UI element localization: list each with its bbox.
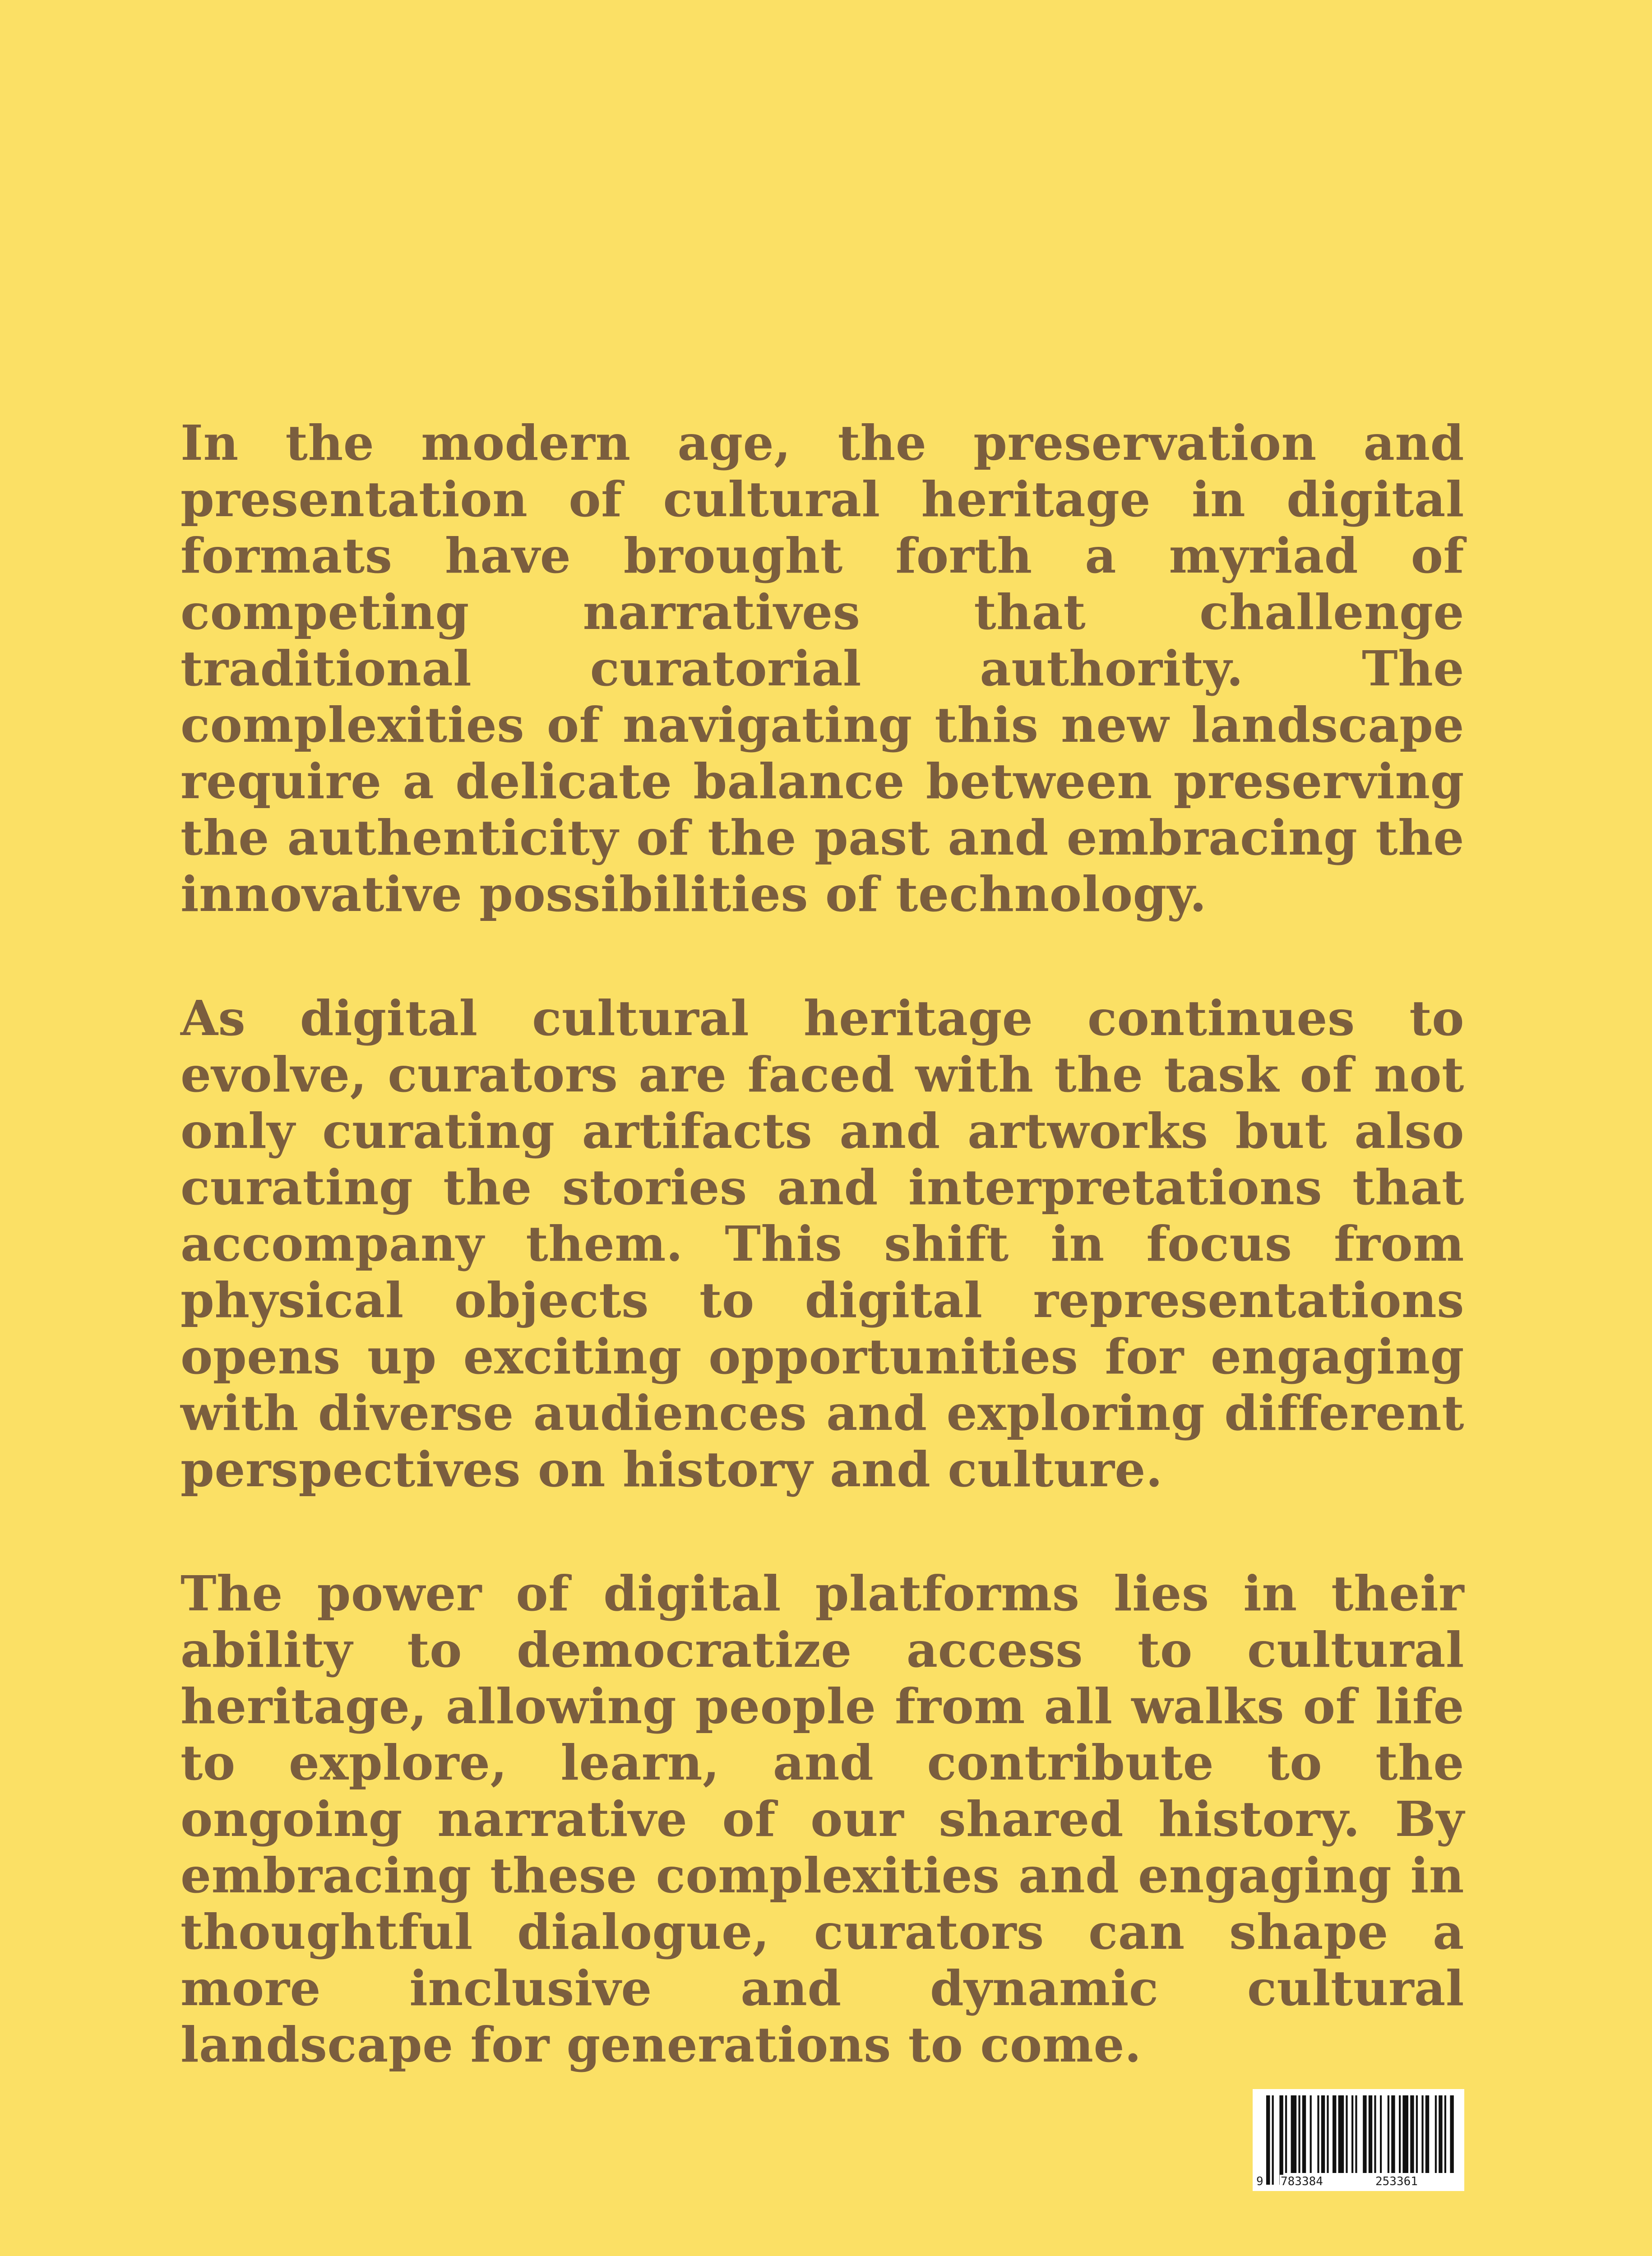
barcode-digits [1253,2175,1464,2188]
barcode-bar [1346,2095,1347,2173]
barcode-bar [1444,2095,1446,2173]
barcode-bar [1450,2095,1453,2173]
barcode-bar [1317,2095,1319,2173]
barcode-bar [1338,2095,1344,2173]
barcode-bar [1439,2095,1442,2173]
blurb-paragraph-1: In the modern age, the preservation and presentation of cultural heritage in digital formats have brought forth a myriad of competing narratives that challenge traditional curatorial authority. The complexities of navigating this new landscape require a delicate balance between preserving the authenticity of the past and embracing the innovative possibilities of technology. [180,415,1464,923]
barcode-bar [1272,2095,1274,2185]
barcode-bar [1355,2095,1357,2173]
barcode-bar [1351,2095,1353,2173]
barcode-bar [1402,2095,1408,2173]
barcode-right-group: 253361 [1375,2175,1418,2188]
barcode-bar [1333,2095,1336,2173]
blurb-paragraph-2: As digital cultural heritage continues to evolve, curators are faced with the task of not only curating artifacts and artworks but also curating the stories and interpretations that accompany them. This shift in focus from physical objects to digital representations opens up exciting opportunities for engaging with diverse audiences and exploring different perspectives on history and culture. [180,990,1464,1498]
barcode-lead-digit: 9 [1256,2175,1263,2188]
barcode-bar [1380,2095,1382,2173]
barcode-bar [1410,2095,1414,2173]
barcode-bar [1291,2095,1297,2173]
barcode-bar [1266,2095,1270,2185]
blurb-text [180,415,1464,2141]
barcode-left-group: 783384 [1281,2175,1323,2188]
barcode-bar [1327,2095,1328,2173]
barcode-bar [1363,2095,1366,2173]
barcode-bar [1279,2095,1283,2185]
barcode-bar [1321,2095,1325,2173]
blurb-paragraph-3: The power of digital platforms lies in their ability to democratize access to cultural heritage, allowing people from all walks of life to explore, learn, and contribute to the ongoing narrative of our shared history. By embracing these complexities and engaging in thoughtful dialogue, curators can shape a more inclusive and dynamic cultural landscape for generations to come. [180,1566,1464,2073]
barcode-bar [1285,2095,1287,2173]
isbn-barcode [1253,2089,1464,2191]
barcode-bar [1399,2095,1401,2173]
barcode-bar [1391,2095,1395,2173]
barcode-bar [1310,2095,1312,2173]
barcode-bar [1374,2095,1376,2173]
barcode-bar [1425,2095,1429,2173]
barcode-bar [1435,2095,1437,2173]
barcode-bar [1369,2095,1372,2173]
barcode-bar [1416,2095,1418,2173]
barcode-bar [1388,2095,1389,2173]
barcode-bar [1298,2095,1300,2173]
barcode-bar [1302,2095,1306,2173]
barcode-bar [1421,2095,1423,2173]
